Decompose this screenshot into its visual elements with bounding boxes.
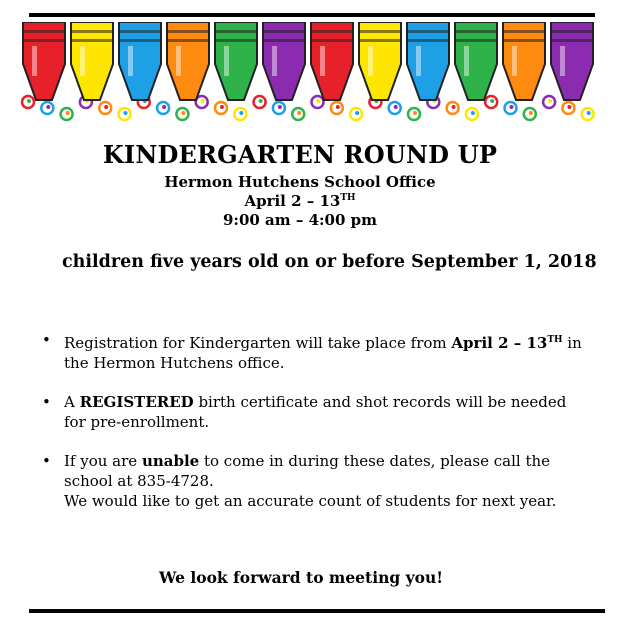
list-item: • A REGISTERED birth certificate and shot records will be needed for pre-enrollment.	[42, 393, 567, 431]
date-range: April 2 – 13TH	[244, 192, 356, 210]
office-hours: 9:00 am – 4:00 pm	[222, 211, 378, 229]
info-list	[38, 330, 590, 511]
list-item: • Registration for Kindergarten will take place from April 2 – 13TH in the Hermon Hutchens office.	[42, 331, 582, 372]
crayon-banner-image	[20, 22, 598, 122]
page-title: KINDERGARTEN ROUND UP	[102, 140, 498, 169]
bottom-rule	[29, 609, 605, 613]
office-name: Hermon Hutchens School Office	[164, 173, 436, 191]
bullet-icon: •	[42, 331, 51, 349]
bullet-icon: •	[42, 452, 51, 470]
eligibility-text: children five years old on or before September 1, 2018	[62, 252, 597, 272]
top-rule	[29, 13, 595, 17]
list-item: • If you are unable to come in during these dates, please call the school at 835-4728. We would like to get an accurate count of students for next year.	[42, 452, 557, 510]
bullet-icon: •	[42, 393, 51, 411]
closing-text: We look forward to meeting you!	[158, 568, 444, 587]
